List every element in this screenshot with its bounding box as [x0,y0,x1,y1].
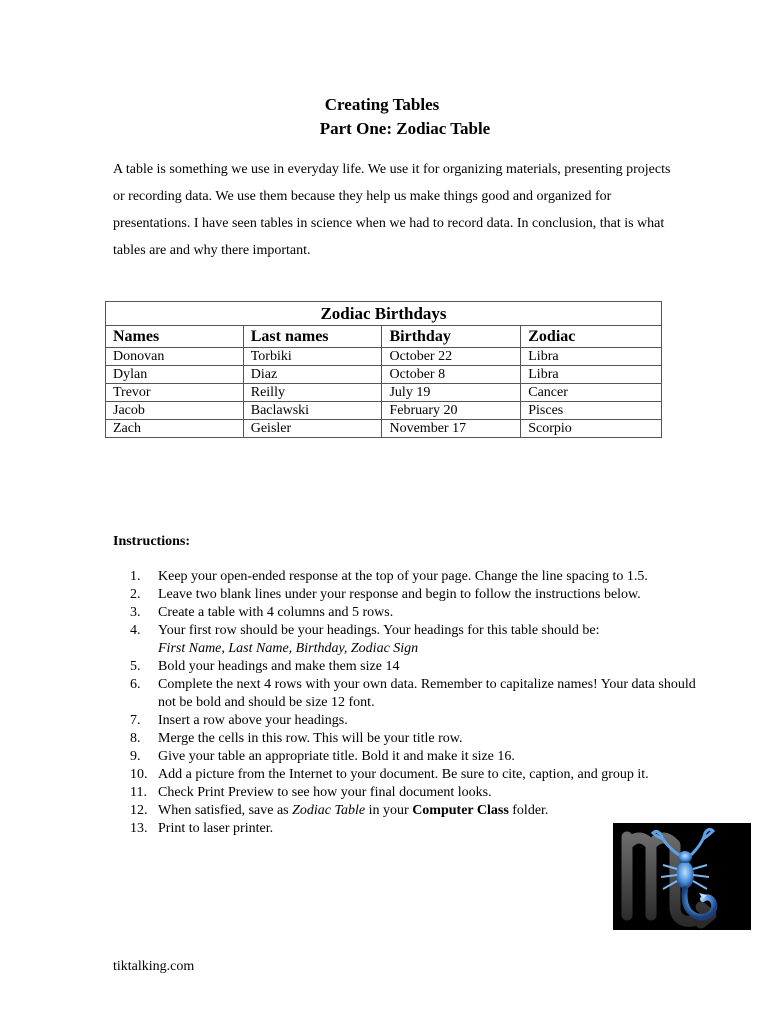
list-item-text: Your first row should be your headings. Your headings for this table should be: [158,623,600,638]
table-cell: Diaz [243,366,382,384]
column-header: Names [106,326,244,348]
table-row [106,420,662,438]
column-header: Last names [243,326,382,348]
table-cell: Dylan [106,366,244,384]
open-ended-response: A table is something we use in everyday life. We use it for organizing materials, presenting projects or recording data. We use them because they help us make things good and organized for presentations. I have seen tables in science when we had to record data. In conclusion, that is what tables are and why there important. [113,162,671,258]
document-subtitle: Part One: Zodiac Table [319,119,491,138]
list-item [130,784,698,802]
list-item [130,730,698,748]
list-item-italic-text: Zodiac Table [292,803,366,818]
list-item [130,568,698,586]
list-item-text: Check Print Preview to see how your final document looks. [158,785,492,800]
table-cell: July 19 [382,384,521,402]
table-header-row [106,326,662,348]
list-item-text: Keep your open-ended response at the top of your page. Change the line spacing to 1.5. [158,569,648,584]
list-item [130,658,698,676]
table-cell: Trevor [106,384,244,402]
column-header: Zodiac [521,326,662,348]
table-cell: Baclawski [243,402,382,420]
list-item-bold-text: Computer Class [412,803,509,818]
list-item-italic-text: First Name, Last Name, Birthday, Zodiac Sign [158,641,419,656]
table-row [106,366,662,384]
table-cell: Pisces [521,402,662,420]
footer-source: tiktalking.com [113,959,195,974]
list-item-text: in your [365,803,413,818]
table-cell: Geisler [243,420,382,438]
instructions-heading: Instructions: [113,534,191,549]
table-row [106,402,662,420]
scorpio-zodiac-icon [613,823,751,930]
scorpio-image [613,823,751,930]
table-row [106,348,662,366]
list-item-text: folder. [508,803,549,818]
list-item-text: Create a table with 4 columns and 5 rows. [158,605,394,620]
table-cell: Scorpio [521,420,662,438]
list-number: 11. [130,785,147,800]
list-item-text: Add a picture from the Internet to your document. Be sure to cite, caption, and group it. [158,767,649,782]
table-cell: Zach [106,420,244,438]
list-item [130,802,698,820]
list-item-text: Leave two blank lines under your response and begin to follow the instructions below. [158,587,641,602]
document-title: Creating Tables [324,95,440,114]
column-header: Birthday [382,326,521,348]
table-cell: Libra [521,348,662,366]
list-number: 10. [130,767,148,782]
table-cell: October 8 [382,366,521,384]
list-item-text: When satisfied, save as [158,803,293,818]
table-cell: February 20 [382,402,521,420]
table-cell: Torbiki [243,348,382,366]
list-item-text: Print to laser printer. [158,821,274,836]
list-number: 9. [130,749,141,764]
list-item [130,712,698,730]
list-item-text: Insert a row above your headings. [158,713,348,728]
list-number: 12. [130,803,148,818]
table-cell: Jacob [106,402,244,420]
list-number: 1. [130,569,141,584]
table-cell: Libra [521,366,662,384]
instructions-list [113,568,698,838]
list-number: 6. [130,677,141,692]
list-item-text: Give your table an appropriate title. Bold it and make it size 16. [158,749,515,764]
list-number: 2. [130,587,141,602]
table-cell: October 22 [382,348,521,366]
list-number: 8. [130,731,141,746]
table-title-row [106,302,662,326]
table-title: Zodiac Birthdays [106,302,662,326]
list-number: 5. [130,659,141,674]
table-cell: Donovan [106,348,244,366]
list-number: 4. [130,623,141,638]
list-number: 13. [130,821,148,836]
list-item-text: Bold your headings and make them size 14 [158,659,400,674]
list-item-text: Merge the cells in this row. This will be your title row. [158,731,463,746]
list-item-text: Complete the next 4 rows with your own data. Remember to capitalize names! Your data should not be bold and should be size 12 font. [158,677,696,710]
table-cell: Cancer [521,384,662,402]
list-item [130,604,698,622]
list-number: 7. [130,713,141,728]
list-item [130,586,698,604]
zodiac-table [105,301,662,438]
table-cell: November 17 [382,420,521,438]
table-cell: Reilly [243,384,382,402]
list-item [130,766,698,784]
list-item [130,622,698,658]
list-number: 3. [130,605,141,620]
list-item [130,748,698,766]
table-row [106,384,662,402]
list-item [130,676,698,712]
